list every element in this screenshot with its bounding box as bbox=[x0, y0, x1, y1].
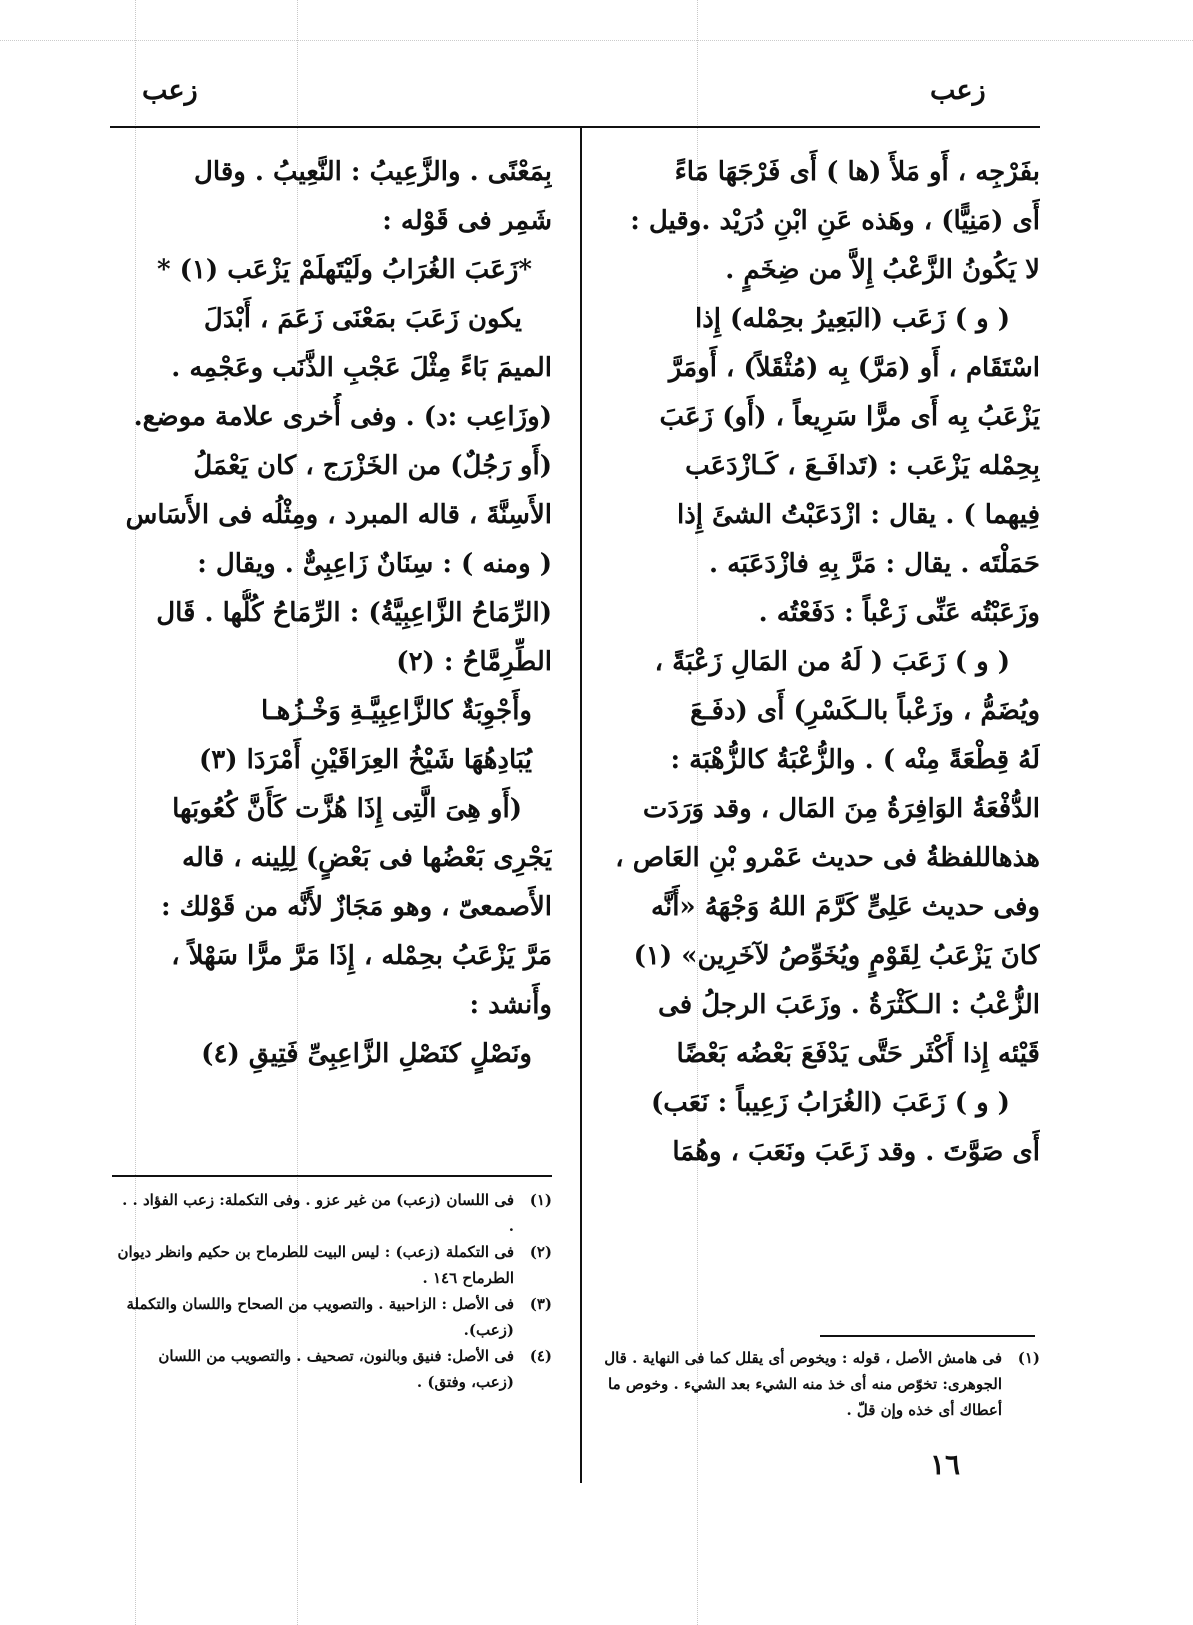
left-line-4: يكون زَعَبَ بمَعْنَى زَعَمَ ، أَبْدَلَ bbox=[203, 304, 522, 334]
right-line-3: لا يَكُونُ الزَّعْبُ إِلاَّ من ضِخَمٍ . bbox=[725, 255, 1040, 285]
right-line-17: كانَ يَزْعَبُ لِقَوْمٍ ويُخَوِّصُ لآخَرِين» (١) bbox=[633, 941, 1040, 971]
right-line-5: اسْتَقَام ، أَو (مَرَّ) بِه (مُثْقَلاً) ، أَومَرَّ bbox=[668, 353, 1040, 383]
right-footnote-rule bbox=[820, 1335, 1035, 1337]
footnote-number: (١) bbox=[529, 1191, 552, 1209]
left-line-19: ونَصْلٍ كنَصْلِ الزَّاعِبِىِّ فَتِيقِ (٤) bbox=[201, 1039, 532, 1069]
right-line-9: حَمَلْتَه . يقال : مَرَّ بِهِ فازْدَعَبَه . bbox=[709, 549, 1040, 579]
left-footnote-rule bbox=[112, 1175, 552, 1177]
left-line-5: الميمَ بَاءً مِثْلَ عَجْبِ الذَّنَب وعَجْمِه . bbox=[171, 353, 552, 383]
footnote-item bbox=[600, 1345, 1040, 1423]
left-line-8: الأَسِنَّةَ ، قاله المبرد ، ومِثْلُه فى الأَسَاس bbox=[125, 500, 552, 530]
header-word-right: زعب bbox=[930, 75, 986, 106]
right-line-11: ( و ) زَعَبَ ( لَهُ من المَالِ زَعْبَةً ، bbox=[654, 647, 1010, 677]
footnote-number: (٤) bbox=[529, 1347, 552, 1365]
footnote-text: فى التكملة (زعب) : ليس البيت للطرماح بن حكيم وانظر ديوان الطرماح ١٤٦ . bbox=[117, 1243, 514, 1287]
left-line-18: وأَنشد : bbox=[469, 990, 552, 1020]
footnote-number: (٣) bbox=[529, 1295, 552, 1313]
header-rule bbox=[110, 126, 1040, 128]
footnote-text: فى الأصل: فنيق وبالنون، تصحيف . والتصويب من اللسان (زعب، وفتق) . bbox=[158, 1347, 514, 1391]
right-footnotes bbox=[600, 1345, 1040, 1423]
left-line-12: وأَجْوِبَةٌ كالزَّاعِبِيَّـةِ وَخْـزُهـا bbox=[261, 696, 532, 726]
footnote-number: (٢) bbox=[529, 1243, 552, 1261]
right-line-19: قَيْئه إِذا أَكْثَر حَتَّى يَدْفَعَ بَعْضُه بَعْضًا bbox=[676, 1039, 1040, 1069]
right-line-7: بِحِمْله يَزْعَب : (تَدافَـعَ ، كَـازْدَعَب bbox=[685, 451, 1040, 481]
right-line-21: أَى صَوَّتَ . وقد زَعَبَ ونَعَبَ ، وهُمَا bbox=[672, 1137, 1040, 1167]
right-line-1: بفَرْجِه ، أَو مَلأَ (ها ) أَى فَرْجَهَا مَاءً bbox=[674, 157, 1040, 187]
left-line-3: *زَعَبَ الغُرَابُ ولَيْتَهلَمْ يَزْعَب (١) * bbox=[156, 255, 532, 285]
right-line-20: ( و ) زَعَبَ (الغُرَابُ زَعِيباً : نَعَب) bbox=[650, 1088, 1010, 1118]
left-column bbox=[112, 148, 552, 1079]
footnote-text: فى الأصل : الزاحبية . والتصويب من الصحاح واللسان والتكملة (زعب). bbox=[126, 1295, 514, 1339]
right-line-12: ويُضَمُّ ، وزَعْباً بالـكَسْرِ) أَى (دفَـعَ bbox=[690, 696, 1040, 726]
footnote-item bbox=[112, 1187, 552, 1239]
left-line-14: (أَو هِىَ الَّتِى إِذَا هُزَّت كَأَنَّ كُعُوبَها bbox=[172, 794, 522, 824]
scan-guide-horizontal bbox=[0, 40, 1193, 41]
footnote-item bbox=[112, 1291, 552, 1343]
footnote-item bbox=[112, 1343, 552, 1395]
page-number: ١٦ bbox=[930, 1448, 961, 1481]
left-line-2: شَمِر فى قَوْله : bbox=[382, 206, 552, 236]
left-line-13: يُبَادِهُهَا شَيْخُ العِرَاقَيْنِ أَمْرَدَا (٣) bbox=[198, 745, 532, 775]
left-line-7: (أَو رَجُلٌ) من الخَزْرَج ، كان يَعْمَلُ bbox=[193, 451, 552, 481]
right-line-16: وفى حديث عَلِىٍّ كَرَّمَ اللهُ وَجْهَهُ «أَنَّه bbox=[651, 892, 1040, 922]
right-line-6: يَزْعَبُ بِه أَى مرًّا سَرِيعاً ، (أَو) زَعَبَ bbox=[659, 402, 1040, 432]
right-column bbox=[600, 148, 1040, 1177]
right-line-4: ( و ) زَعَب (البَعِيرُ بحِمْله) إِذا bbox=[694, 304, 1010, 334]
footnote-number: (١) bbox=[1017, 1349, 1040, 1367]
footnote-text: فى اللسان (زعب) من غير عزو . وفى التكملة: زعب الفؤاد . . . bbox=[122, 1191, 514, 1235]
right-line-10: وزَعَبْتُه عَنِّى زَعْباً : دَفَعْتُه . bbox=[758, 598, 1040, 628]
left-line-15: يَجْرِى بَعْضُها فى بَعْضٍ) لِلِينه ، قاله bbox=[181, 843, 552, 873]
right-line-8: فِيهما ) . يقال : ازْدَعَبْتُ الشئَ إِذا bbox=[676, 500, 1040, 530]
left-line-11: الطِّرِمَّاحُ : (٢) bbox=[396, 647, 552, 677]
right-line-2: أَى (مَنِيًّا) ، وهَذه عَنِ ابْنِ دُرَيْد .وقيل : bbox=[630, 206, 1040, 236]
right-line-18: الزُّعْبُ : الـكَثْرَةُ . وزَعَبَ الرجلُ فى bbox=[658, 990, 1040, 1020]
left-footnotes bbox=[112, 1187, 552, 1395]
left-line-6: (وزَاعِب :د) . وفى أُخرى علامة موضع. bbox=[133, 402, 552, 432]
left-line-16: الأَصمعىّ ، وهو مَجَازٌ لأَنَّه من قَوْلك : bbox=[160, 892, 552, 922]
left-line-9: ( ومنه ) : سِنَانٌ زَاعِبِىٌّ . ويقال : bbox=[197, 549, 552, 579]
right-line-15: هذهاللفظةُ فى حديث عَمْرو بْنِ العَاص ، bbox=[615, 843, 1040, 873]
footnote-item bbox=[112, 1239, 552, 1291]
left-line-10: (الرِّمَاحُ الزَّاعِبِيَّةُ) : الرِّمَاحُ كُلُّها . قَال bbox=[156, 598, 552, 628]
right-line-14: الدُّفْعَةُ الوَافِرَةُ مِنَ المَال ، وقد وَرَدَت bbox=[642, 794, 1040, 824]
right-line-13: لَهُ قِطْعَةً مِنْه ) . والزُّعْبَةُ كالزُّهْبَة : bbox=[670, 745, 1040, 775]
left-line-1: بِمَعْنًى . والزَّعِيبُ : النَّعِيبُ . وقال bbox=[194, 157, 552, 187]
footnote-text: فى هامش الأصل ، قوله : ويخوص أى يقلل كما فى النهاية . قال الجوهرى: تخوّص منه أى خذ منه الشيء بعد الشيء . وخوص ما أعطاك أى خذه وإن قلّ . bbox=[604, 1349, 1002, 1419]
header-word-left: زعب bbox=[142, 75, 198, 106]
left-line-17: مَرَّ يَزْعَبُ بحِمْله ، إِذَا مَرَّ مرًّا سَهْلاً ، bbox=[171, 941, 552, 971]
column-divider bbox=[580, 128, 582, 1483]
